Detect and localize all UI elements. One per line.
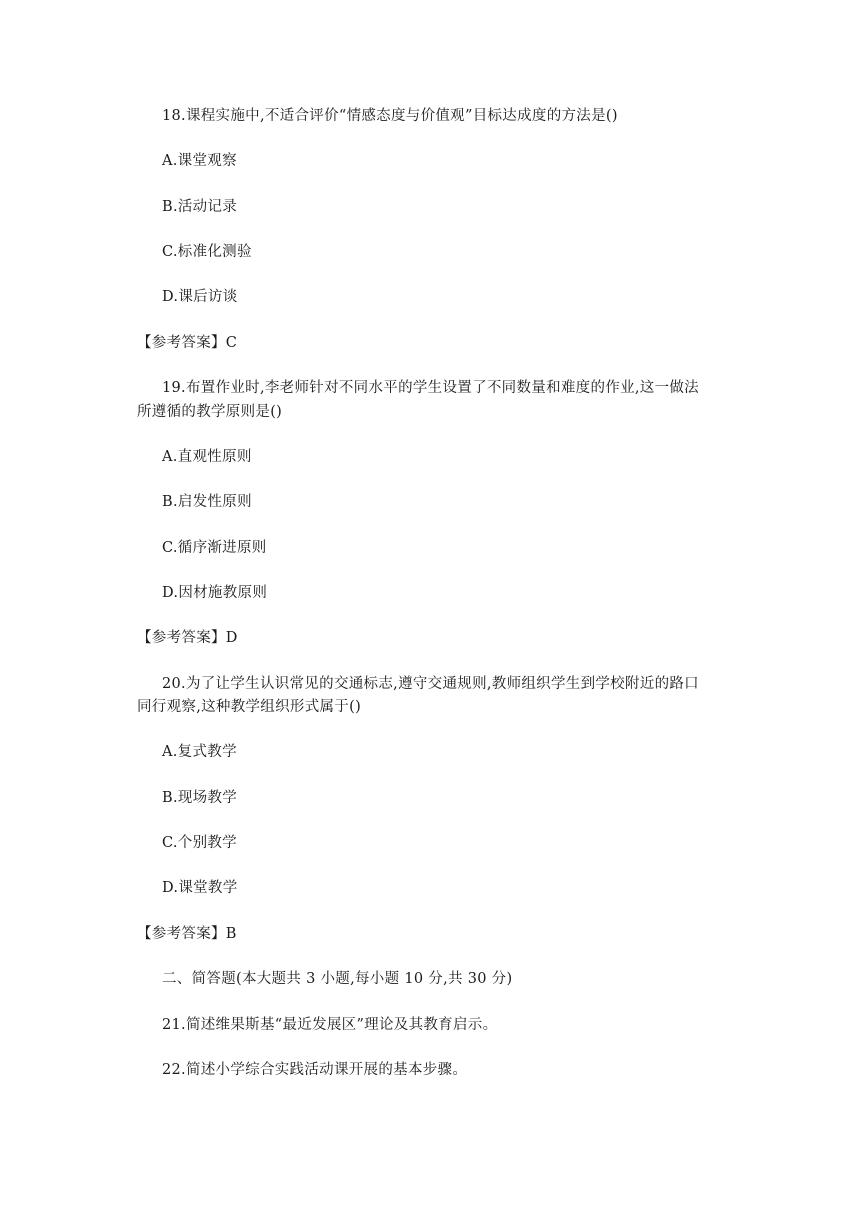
question-19-option-c: C.循序渐进原则 — [162, 540, 267, 556]
question-19-stem-line-2: 所遵循的教学原则是() — [137, 404, 283, 420]
section-heading: 二、简答题(本大题共 3 小题,每小题 10 分,共 30 分) — [162, 971, 513, 987]
question-20-stem-line-2: 同行观察,这种教学组织形式属于() — [137, 699, 362, 715]
question-19-option-a: A.直观性原则 — [162, 449, 252, 465]
question-19-stem-line-1: 19.布置作业时,李老师针对不同水平的学生设置了不同数量和难度的作业,这一做法 — [162, 380, 699, 396]
question-22: 22.简述小学综合实践活动课开展的基本步骤。 — [162, 1062, 468, 1078]
question-20-option-d: D.课堂教学 — [162, 880, 238, 896]
question-19-option-d: D.因材施教原则 — [162, 585, 268, 601]
question-19-option-b: B.启发性原则 — [162, 494, 252, 510]
question-18-answer: 【参考答案】C — [137, 335, 238, 351]
question-20-option-b: B.现场教学 — [162, 790, 238, 806]
question-20-answer: 【参考答案】B — [137, 926, 237, 942]
question-20-stem-line-1: 20.为了让学生认识常见的交通标志,遵守交通规则,教师组织学生到学校附近的路口 — [162, 676, 699, 692]
question-21: 21.简述维果斯基“最近发展区”理论及其教育启示。 — [162, 1017, 498, 1033]
question-20-option-c: C.个别教学 — [162, 835, 237, 851]
question-18-stem: 18.课程实施中,不适合评价“情感态度与价值观”目标达成度的方法是() — [162, 108, 618, 124]
question-18-option-b: B.活动记录 — [162, 199, 238, 215]
question-18-option-d: D.课后访谈 — [162, 289, 238, 305]
question-18-option-c: C.标准化测验 — [162, 244, 252, 260]
question-20-option-a: A.复式教学 — [162, 744, 237, 760]
question-19-answer: 【参考答案】D — [137, 630, 238, 646]
question-18-option-a: A.课堂观察 — [162, 153, 237, 169]
